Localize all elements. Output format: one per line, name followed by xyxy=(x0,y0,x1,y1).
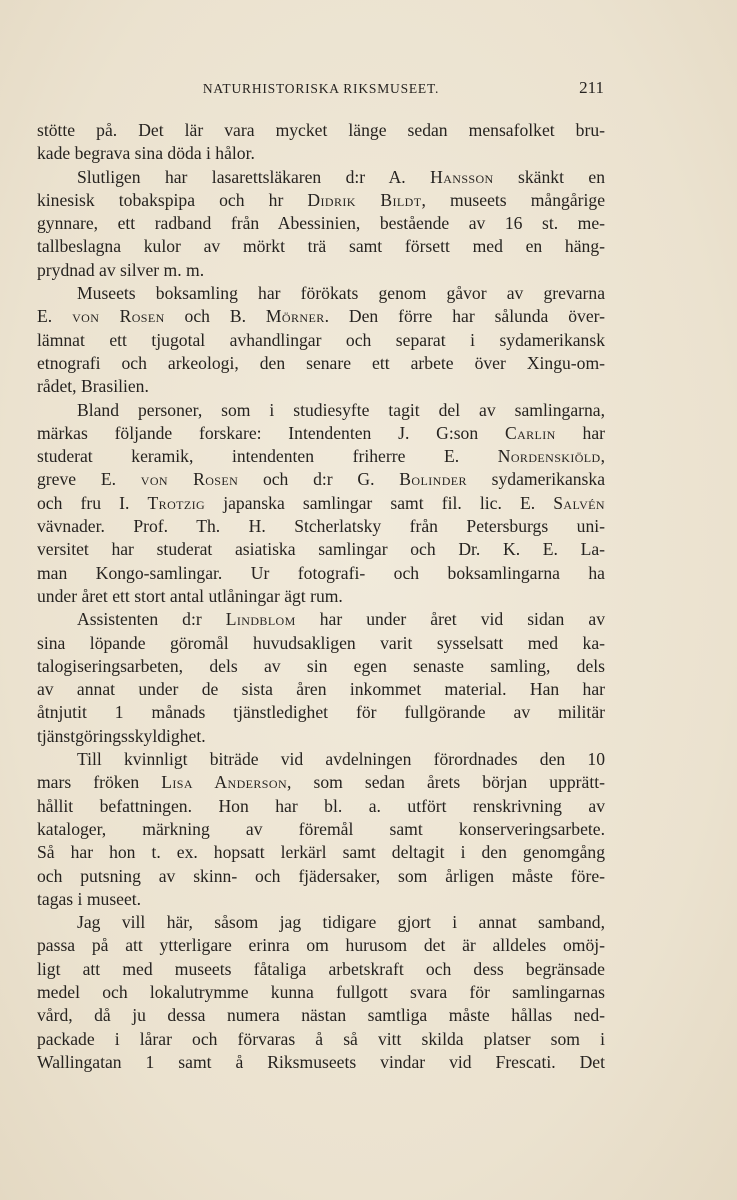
text-line xyxy=(37,212,605,235)
text-line xyxy=(37,585,605,608)
text-segment: Så har hon t. ex. hopsatt lerkärl samt deltagit i den genomgång xyxy=(37,842,605,863)
text-line xyxy=(37,166,605,189)
text-segment: prydnad av silver m. m. xyxy=(37,259,205,280)
text-segment: kinesisk tobakspipa och hr xyxy=(37,189,308,210)
text-line xyxy=(37,655,605,678)
text-segment: och d:r G. xyxy=(238,469,400,490)
text-segment: rådet, Brasilien. xyxy=(37,376,149,397)
text-line xyxy=(37,119,605,142)
text-line xyxy=(37,865,605,888)
text-segment: skänkt en xyxy=(493,166,605,187)
text-line xyxy=(37,748,605,771)
text-segment: etnografi och arkeologi, den senare ett arbete över Xingu-om- xyxy=(37,352,605,373)
text-segment: Museets boksamling har förökats genom gåvor av grevarna xyxy=(77,283,605,304)
text-line xyxy=(37,958,605,981)
text-line xyxy=(37,305,605,328)
text-segment: Jag vill här, såsom jag tidigare gjort i annat samband, xyxy=(77,912,605,933)
text-line xyxy=(37,468,605,491)
text-segment: Bland personer, som i studiesyfte tagit del av samlingarna, xyxy=(77,399,605,420)
text-segment: man Kongo-samlingar. Ur fotografi- och boksamlingarna ha xyxy=(37,562,605,583)
text-segment: . Den förre har sålunda över- xyxy=(324,306,605,327)
text-segment: talogiseringsarbeten, dels av sin egen senaste samling, dels xyxy=(37,655,605,676)
name-smallcaps: Hansson xyxy=(430,166,494,187)
name-smallcaps: Nordenskiöld xyxy=(497,446,601,467)
text-line xyxy=(37,771,605,794)
text-line xyxy=(37,562,605,585)
text-segment: och fru I. xyxy=(37,492,148,513)
text-segment: gynnare, ett radband från Abessinien, bestående av 16 st. me- xyxy=(37,213,605,234)
text-segment: vävnader. Prof. Th. H. Stcherlatsky från Petersburgs uni- xyxy=(37,516,605,537)
text-line xyxy=(37,445,605,468)
text-line xyxy=(37,1004,605,1027)
text-segment: medel och lokalutrymme kunna fullgott svara för samlingarnas xyxy=(37,981,605,1002)
text-line xyxy=(37,1028,605,1051)
page-number: 211 xyxy=(579,78,604,97)
text-line xyxy=(37,1051,605,1074)
text-segment: E. xyxy=(37,306,73,327)
text-line xyxy=(37,492,605,515)
text-segment: hållit befattningen. Hon har bl. a. utfört renskrivning av xyxy=(37,795,605,816)
text-segment: och putsning av skinn- och fjädersaker, som årligen måste före- xyxy=(37,865,605,886)
text-segment: , museets mångårige xyxy=(421,189,605,210)
text-segment: packade i lårar och förvaras å så vitt skilda platser som i xyxy=(37,1028,605,1049)
name-smallcaps: Mörner xyxy=(265,306,325,327)
text-segment: sydamerikanska xyxy=(466,469,605,490)
text-segment: mars fröken xyxy=(37,772,162,793)
text-segment: japanska samlingar samt fil. lic. E. xyxy=(205,492,554,513)
text-segment: greve E. xyxy=(37,469,141,490)
text-line xyxy=(37,282,605,305)
text-segment: vård, då ju dessa numera nästan samtliga måste hållas ned- xyxy=(37,1005,605,1026)
text-line xyxy=(37,375,605,398)
text-segment: sina löpande göromål huvudsakligen varit sysselsatt med ka- xyxy=(37,632,605,653)
text-line xyxy=(37,189,605,212)
text-segment: kataloger, märkning av föremål samt konserveringsarbete. xyxy=(37,818,605,839)
text-segment: märkas följande forskare: Intendenten J. G:son xyxy=(37,422,505,443)
text-segment: kade begrava sina döda i hålor. xyxy=(37,143,255,164)
text-line xyxy=(37,399,605,422)
text-segment: ligt att med museets fåtaliga arbetskraft och dess begränsade xyxy=(37,958,605,979)
text-line xyxy=(37,259,605,282)
name-smallcaps: Didrik Bildt xyxy=(307,189,422,210)
text-segment: tjänstgöringsskyldighet. xyxy=(37,725,206,746)
text-line xyxy=(37,538,605,561)
text-line xyxy=(37,678,605,701)
text-line xyxy=(37,329,605,352)
text-segment: under året ett stort antal utlåningar ägt rum. xyxy=(37,585,343,606)
text-line xyxy=(37,934,605,957)
text-segment: passa på att ytterligare erinra om hurusom det är alldeles omöj- xyxy=(37,935,605,956)
text-line xyxy=(37,632,605,655)
text-segment: stötte på. Det lär vara mycket länge sedan mensafolket bru- xyxy=(37,120,605,140)
text-line xyxy=(37,608,605,631)
text-line xyxy=(37,818,605,841)
text-line xyxy=(37,795,605,818)
name-smallcaps: Bolinder xyxy=(399,469,467,490)
text-line xyxy=(37,888,605,911)
text-segment: har under året vid sidan av xyxy=(295,609,605,630)
text-segment: , xyxy=(600,446,605,467)
text-line xyxy=(37,841,605,864)
text-segment: har xyxy=(555,422,605,443)
name-smallcaps: Carlin xyxy=(504,422,556,443)
text-segment: åtnjutit 1 månads tjänstledighet för fullgörande av militär xyxy=(37,702,605,723)
name-smallcaps: Lindblom xyxy=(225,609,296,630)
text-segment: Wallingatan 1 samt å Riksmuseets vindar vid Frescati. Det xyxy=(37,1051,605,1072)
text-segment: versitet har studerat asiatiska samlingar och Dr. K. E. La- xyxy=(37,539,605,560)
text-line xyxy=(37,422,605,445)
page-header xyxy=(36,78,606,102)
text-line xyxy=(37,981,605,1004)
text-line xyxy=(37,235,605,258)
text-line xyxy=(37,911,605,934)
body-text xyxy=(37,119,605,1074)
text-segment: och B. xyxy=(164,306,266,327)
text-segment: lämnat ett tjugotal avhandlingar och separat i sydamerikansk xyxy=(37,329,605,350)
text-segment: Till kvinnligt biträde vid avdelningen förordnades den 10 xyxy=(77,749,605,770)
text-segment: tagas i museet. xyxy=(37,888,142,909)
text-line xyxy=(37,701,605,724)
name-smallcaps: Salvén xyxy=(553,492,605,513)
running-head: NATURHISTORISKA RIKSMUSEET. xyxy=(202,81,440,96)
text-line xyxy=(37,142,605,165)
name-smallcaps: von Rosen xyxy=(140,469,239,490)
text-line xyxy=(37,515,605,538)
name-smallcaps: Trotzig xyxy=(147,492,206,513)
text-segment: Slutligen har lasarettsläkaren d:r A. xyxy=(77,166,431,187)
text-segment: av annat under de sista åren inkommet material. Han har xyxy=(37,679,605,700)
text-segment: , som sedan årets början upprätt- xyxy=(287,772,605,793)
text-segment: tallbeslagna kulor av mörkt trä samt försett med en häng- xyxy=(37,236,605,257)
name-smallcaps: von Rosen xyxy=(72,306,165,327)
text-segment: Assistenten d:r xyxy=(77,609,226,630)
text-line xyxy=(37,352,605,375)
text-segment: studerat keramik, intendenten friherre E. xyxy=(37,446,498,467)
text-line xyxy=(37,725,605,748)
name-smallcaps: Lisa Anderson xyxy=(161,772,288,793)
